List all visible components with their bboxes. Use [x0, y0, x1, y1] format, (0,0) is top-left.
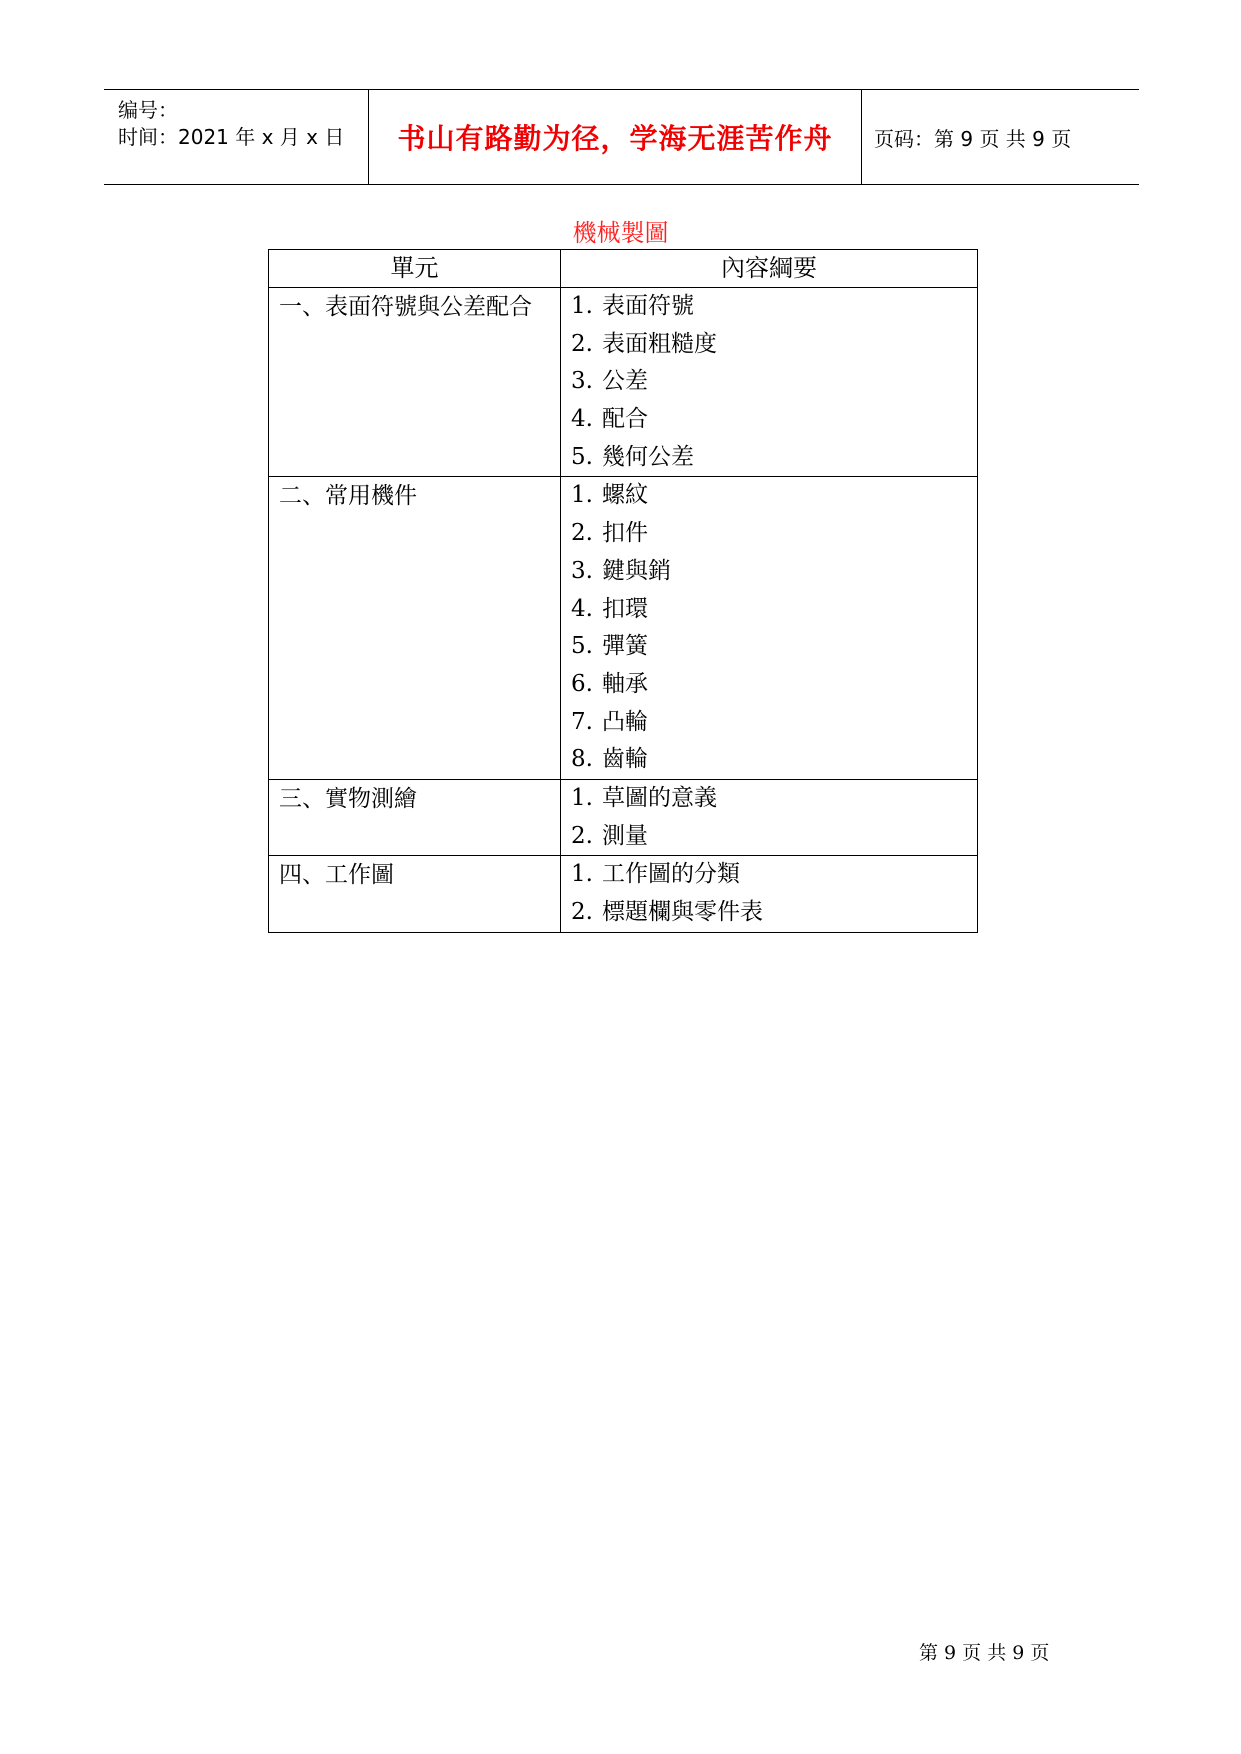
list-item: [561, 741, 977, 779]
list-item: [561, 666, 977, 704]
item-number: 2.: [571, 520, 593, 547]
item-text: 測量: [602, 822, 648, 849]
item-number: 1.: [571, 861, 593, 888]
item-text: 草圖的意義: [602, 784, 717, 811]
item-number: 8.: [571, 746, 593, 773]
table-row: [269, 288, 978, 477]
list-item: [561, 288, 977, 326]
item-number: 7.: [571, 708, 593, 735]
item-number: 4.: [571, 595, 593, 622]
item-number: 5.: [571, 443, 593, 470]
item-text: 公差: [602, 368, 648, 395]
unit-cell: 二、常用機件: [269, 477, 561, 780]
item-number: 1.: [571, 784, 593, 811]
document-title: 機械製圖: [572, 219, 669, 247]
list-item: [561, 401, 977, 439]
header-right-cell: [862, 90, 1139, 184]
items-cell: [561, 477, 978, 780]
item-number: 5.: [571, 633, 593, 660]
list-item: [561, 704, 977, 742]
item-text: 幾何公差: [602, 443, 694, 470]
item-number: 2.: [571, 899, 593, 925]
serial-number-label: 编号：: [118, 98, 178, 122]
item-text: 軸承: [602, 670, 648, 697]
content-column-header: 內容綱要: [561, 250, 978, 288]
item-text: 齒輪: [602, 746, 648, 773]
item-text: 標題欄與零件表: [602, 899, 763, 925]
item-number: 2.: [571, 822, 593, 849]
list-item: [561, 439, 977, 477]
list-item: [561, 553, 977, 591]
item-text: 表面粗糙度: [602, 330, 717, 357]
table-row: [269, 779, 978, 855]
unit-column-header: 單元: [269, 250, 561, 288]
list-item: [561, 818, 977, 856]
table-row: [269, 477, 978, 780]
item-number: 3.: [571, 557, 593, 584]
table-header-row: [269, 250, 978, 288]
date-label: 时间：2021 年 x 月 x 日: [118, 125, 345, 149]
items-cell: [561, 856, 978, 932]
page-header: [104, 89, 1139, 185]
header-page-info: 页码：第 9 页 共 9 页: [874, 126, 1072, 151]
item-number: 1.: [571, 293, 593, 319]
item-number: 4.: [571, 406, 593, 433]
item-text: 螺紋: [602, 482, 648, 509]
course-outline-table: [268, 249, 978, 933]
list-item: [561, 894, 977, 932]
list-item: [561, 326, 977, 364]
item-text: 表面符號: [602, 293, 694, 319]
motto-text: 书山有路勤为径，学海无涯苦作舟: [397, 122, 833, 155]
list-item: [561, 591, 977, 629]
table-row: [269, 856, 978, 932]
list-item: [561, 628, 977, 666]
header-middle-cell: [368, 90, 862, 184]
item-text: 工作圖的分類: [602, 861, 740, 888]
item-text: 扣環: [602, 595, 648, 622]
page-footer: 第 9 页 共 9 页: [919, 1642, 1050, 1664]
list-item: [561, 856, 977, 894]
item-text: 配合: [602, 406, 648, 433]
item-text: 凸輪: [602, 708, 648, 735]
item-text: 扣件: [602, 520, 648, 547]
unit-cell: 三、實物測繪: [269, 779, 561, 855]
item-number: 1.: [571, 482, 593, 509]
list-item: [561, 477, 977, 515]
item-number: 2.: [571, 330, 593, 357]
items-cell: [561, 288, 978, 477]
item-text: 鍵與銷: [602, 557, 671, 584]
item-text: 彈簧: [602, 633, 648, 660]
header-left-cell: [104, 90, 368, 184]
item-number: 6.: [571, 670, 593, 697]
list-item: [561, 515, 977, 553]
items-cell: [561, 779, 978, 855]
unit-cell: 一、表面符號與公差配合: [269, 288, 561, 477]
list-item: [561, 780, 977, 818]
item-number: 3.: [571, 368, 593, 395]
unit-cell: 四、工作圖: [269, 856, 561, 932]
list-item: [561, 363, 977, 401]
